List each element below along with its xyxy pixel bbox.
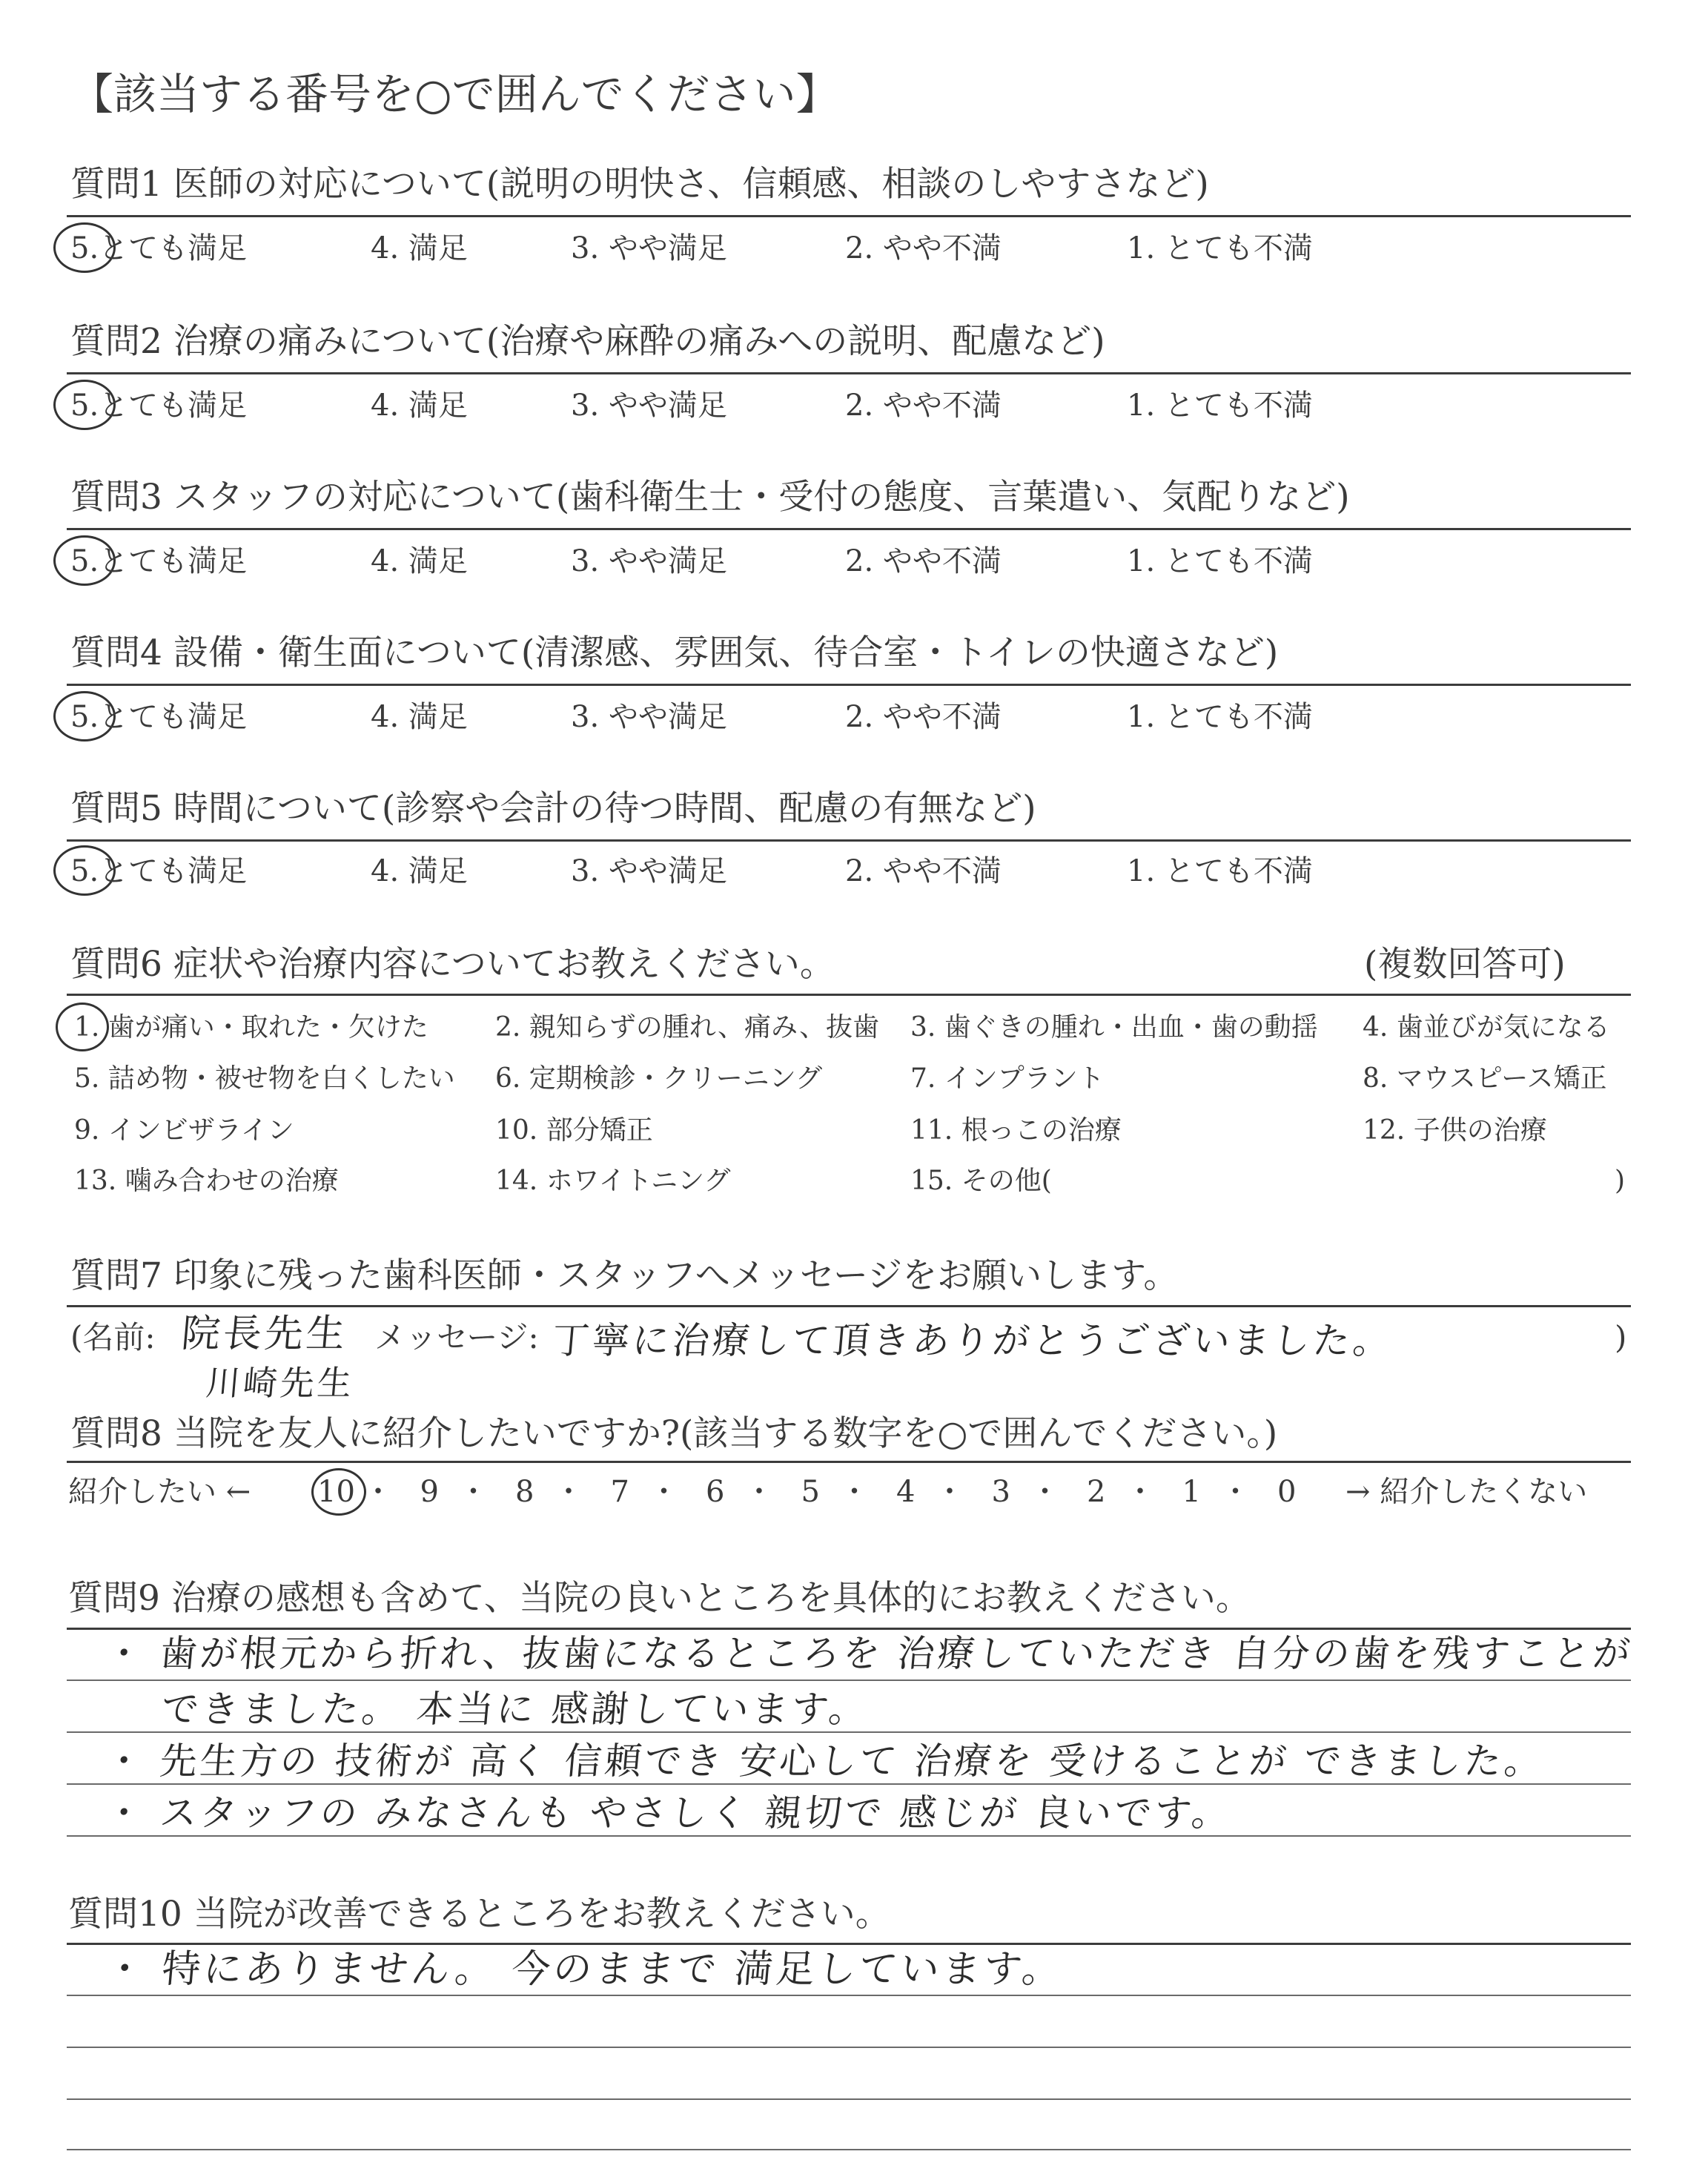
q2-option-1[interactable]: 1. とても不満 [1127, 389, 1313, 423]
q1-option-3[interactable]: 3. やや満足 [571, 231, 727, 265]
q2-option-4[interactable]: 4. 満足 [371, 389, 468, 423]
q8-scale-5[interactable]: 5 [801, 1475, 820, 1509]
q4-label: 質問4 設備・衛生面について(清潔感、雰囲気、待合室・トイレの快適さなど) [70, 633, 1279, 673]
q10-ruled-line-4 [67, 2149, 1631, 2150]
q8-scale-separator: ・ [649, 1475, 679, 1509]
q8-scale-separator: ・ [1125, 1475, 1155, 1509]
q1-option-4[interactable]: 4. 満足 [371, 231, 468, 265]
q1-option-2[interactable]: 2. やや不満 [845, 231, 1002, 265]
q3-option-4[interactable]: 4. 満足 [371, 544, 468, 578]
q7-message-text: 丁寧に治療して頂きありがとうございました。 [550, 1319, 1395, 1362]
q8-scale-7[interactable]: 7 [610, 1475, 629, 1509]
q5-option-3[interactable]: 3. やや満足 [571, 854, 727, 888]
q4-option-4[interactable]: 4. 満足 [371, 700, 468, 734]
q6-other-close: ) [1615, 1166, 1626, 1196]
q5-underline [67, 839, 1631, 842]
q8-scale-separator: ・ [554, 1475, 583, 1509]
q10-underline [67, 1943, 1631, 1945]
q9-ruled-line-4 [67, 1835, 1631, 1837]
q3-option-2[interactable]: 2. やや不満 [845, 544, 1002, 578]
q6-option-7[interactable]: 7. インプラント [910, 1063, 1105, 1094]
q8-scale-3[interactable]: 3 [991, 1475, 1010, 1509]
q8-label: 質問8 当院を友人に紹介したいですか?(該当する数字を○で囲んでください。) [70, 1413, 1278, 1454]
q6-option-12[interactable]: 12. 子供の治療 [1363, 1115, 1547, 1146]
q8-scale-separator: ・ [935, 1475, 964, 1509]
q6-option-5[interactable]: 5. 詰め物・被せ物を白くしたい [74, 1063, 455, 1094]
q5-option-5[interactable]: 5.とても満足 [70, 854, 248, 888]
q6-option-2[interactable]: 2. 親知らずの腫れ、痛み、抜歯 [495, 1012, 880, 1043]
q7-name-1: 院長先生 [179, 1312, 350, 1356]
q9-ruled-line-3 [67, 1783, 1631, 1785]
q8-scale-separator: ・ [458, 1475, 489, 1509]
q2-label: 質問2 治療の痛みについて(治療や麻酔の痛みへの説明、配慮など) [70, 321, 1105, 362]
q8-underline [67, 1461, 1631, 1463]
page-title: 【該当する番号を○で囲んでください】 [70, 69, 839, 119]
q8-scale-10[interactable]: 10 [317, 1475, 355, 1509]
q5-option-2[interactable]: 2. やや不満 [845, 854, 1002, 888]
q2-option-2[interactable]: 2. やや不満 [845, 389, 1002, 423]
q8-scale-separator: ・ [744, 1475, 774, 1509]
q7-name-label: (名前: [70, 1319, 156, 1355]
q10-ruled-line-1 [67, 1995, 1631, 1996]
q9-underline [67, 1628, 1631, 1630]
q7-name-2: 川崎先生 [204, 1363, 357, 1403]
q1-option-1[interactable]: 1. とても不満 [1127, 231, 1313, 265]
q6-option-9[interactable]: 9. インビザライン [74, 1115, 294, 1146]
q3-underline [67, 528, 1631, 530]
q8-scale-1[interactable]: 1 [1182, 1475, 1201, 1509]
q8-scale-separator: ・ [1030, 1475, 1060, 1509]
q10-ruled-line-3 [67, 2098, 1631, 2100]
q6-option-10[interactable]: 10. 部分矯正 [495, 1115, 653, 1146]
q1-label: 質問1 医師の対応について(説明の明快さ、信頼感、相談のしやすさなど) [70, 164, 1209, 205]
q5-label: 質問5 時間について(診察や会計の待つ時間、配慮の有無など) [70, 788, 1036, 829]
q2-option-3[interactable]: 3. やや満足 [571, 389, 727, 423]
q4-option-3[interactable]: 3. やや満足 [571, 700, 727, 734]
q8-scale-4[interactable]: 4 [896, 1475, 916, 1509]
q3-option-3[interactable]: 3. やや満足 [571, 544, 727, 578]
q6-option-3[interactable]: 3. 歯ぐきの腫れ・出血・歯の動揺 [910, 1012, 1318, 1043]
q9-answer-line-2: できました。 本当に 感謝しています。 [159, 1688, 871, 1731]
q8-right-label: → 紹介したくない [1345, 1475, 1588, 1509]
q6-underline [67, 994, 1631, 996]
q10-ruled-line-2 [67, 2047, 1631, 2048]
q6-option-1[interactable]: 1. 歯が痛い・取れた・欠けた [74, 1012, 428, 1043]
q8-scale-2[interactable]: 2 [1087, 1475, 1106, 1509]
q6-option-11[interactable]: 11. 根っこの治療 [910, 1115, 1122, 1146]
q1-option-5[interactable]: 5.とても満足 [70, 231, 248, 265]
q6-option-4[interactable]: 4. 歯並びが気になる [1363, 1012, 1610, 1043]
q9-answer-line-3: ・ 先生方の 技術が 高く 信頼でき 安心して 治療を 受けることが できました。 [103, 1740, 1546, 1783]
q9-ruled-line-1 [67, 1680, 1631, 1681]
q3-label: 質問3 スタッフの対応について(歯科衛生士・受付の態度、言葉遣い、気配りなど) [70, 477, 1350, 518]
q2-underline [67, 372, 1631, 374]
q8-left-label: 紹介したい ← [68, 1475, 251, 1509]
q6-option-8[interactable]: 8. マウスピース矯正 [1363, 1063, 1607, 1094]
q1-underline [67, 215, 1631, 217]
q4-option-2[interactable]: 2. やや不満 [845, 700, 1002, 734]
q3-option-1[interactable]: 1. とても不満 [1127, 544, 1313, 578]
q7-close-paren: ) [1615, 1319, 1627, 1355]
q5-option-4[interactable]: 4. 満足 [371, 854, 468, 888]
q8-scale-separator: ・ [363, 1475, 393, 1509]
q4-underline [67, 684, 1631, 686]
q2-option-5[interactable]: 5.とても満足 [70, 389, 248, 423]
q9-answer-line-1: ・ 歯が根元から折れ、抜歯になるところを 治療していただき 自分の歯を残すことが [103, 1632, 1635, 1675]
q5-option-1[interactable]: 1. とても不満 [1127, 854, 1313, 888]
q9-answer-line-4: ・ スタッフの みなさんも やさしく 親切で 感じが 良いです。 [103, 1791, 1234, 1834]
q8-scale-separator: ・ [839, 1475, 870, 1509]
q6-label: 質問6 症状や治療内容についてお教えください。 [70, 944, 835, 985]
q9-ruled-line-2 [67, 1731, 1631, 1733]
q10-answer-line-1: ・ 特にありません。 今のままで 満足しています。 [103, 1947, 1066, 1992]
q8-scale-0[interactable]: 0 [1277, 1475, 1297, 1509]
q8-scale-9[interactable]: 9 [420, 1475, 439, 1509]
q6-option-14[interactable]: 14. ホワイトニング [495, 1166, 731, 1196]
q6-option-15[interactable]: 15. その他( [910, 1166, 1052, 1196]
q4-option-1[interactable]: 1. とても不満 [1127, 700, 1313, 734]
q8-scale-separator: ・ [1220, 1475, 1251, 1509]
q6-option-13[interactable]: 13. 噛み合わせの治療 [74, 1166, 339, 1196]
q6-note: (複数回答可) [1364, 944, 1566, 985]
q6-option-6[interactable]: 6. 定期検診・クリーニング [495, 1063, 823, 1094]
q7-message-label: メッセージ: [374, 1319, 539, 1355]
q4-option-5[interactable]: 5.とても満足 [70, 700, 248, 734]
q8-scale-6[interactable]: 6 [706, 1475, 725, 1509]
q7-label: 質問7 印象に残った歯科医師・スタッフへメッセージをお願いします。 [70, 1255, 1179, 1296]
q10-label: 質問10 当院が改善できるところをお教えください。 [68, 1894, 890, 1935]
q3-option-5[interactable]: 5.とても満足 [70, 544, 248, 578]
q8-scale-8[interactable]: 8 [515, 1475, 534, 1509]
q9-label: 質問9 治療の感想も含めて、当院の良いところを具体的にお教えください。 [68, 1578, 1251, 1619]
q7-underline [67, 1305, 1631, 1307]
